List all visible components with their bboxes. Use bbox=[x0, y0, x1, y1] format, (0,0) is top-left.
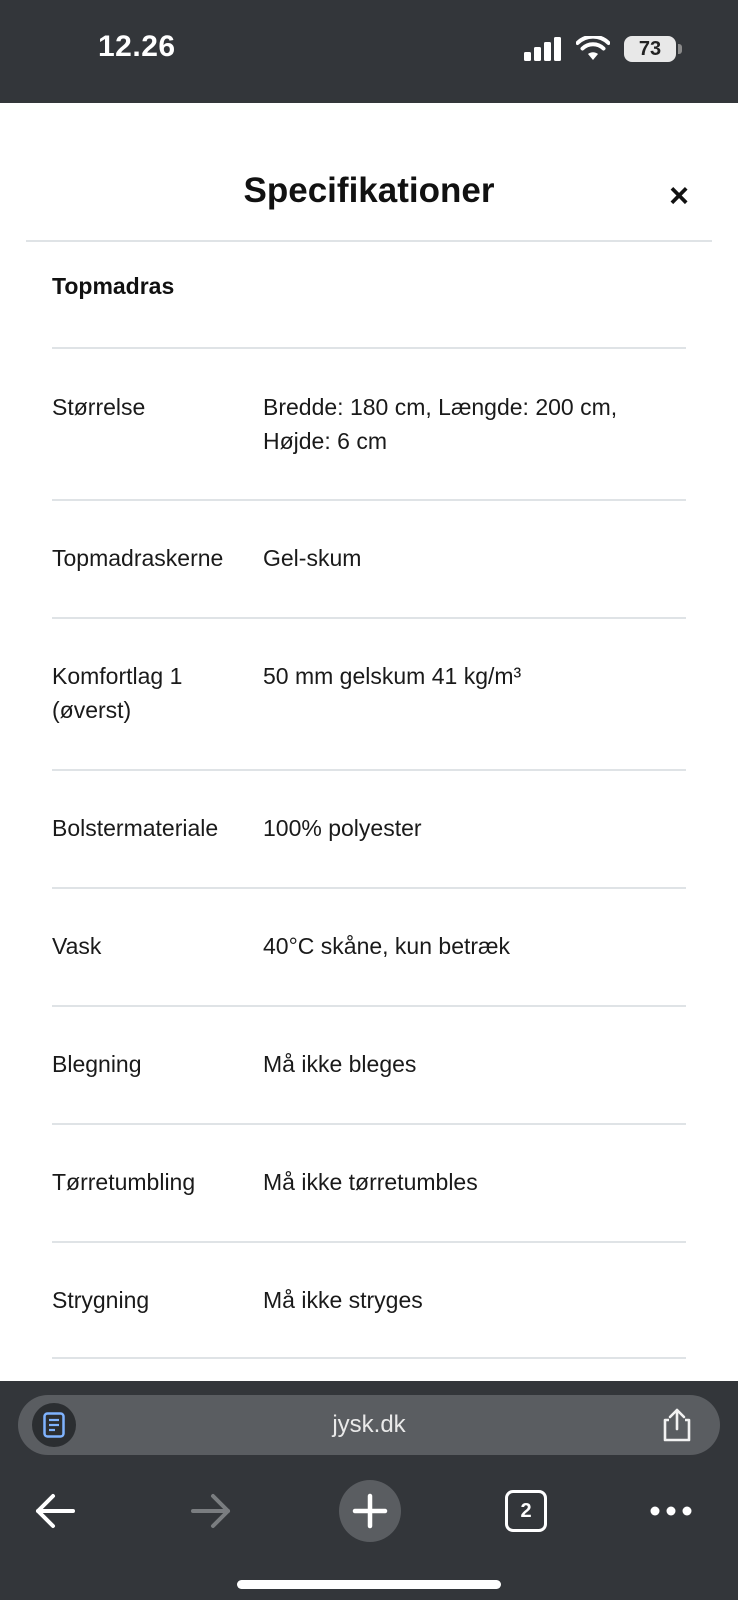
forward-icon bbox=[190, 1493, 232, 1529]
spec-row-blegning bbox=[52, 1005, 686, 1123]
close-button[interactable]: × bbox=[669, 177, 689, 215]
spec-value: Bredde: 180 cm, Længde: 200 cm, Højde: 6 cm bbox=[263, 394, 618, 454]
forward-button[interactable] bbox=[186, 1471, 236, 1551]
home-indicator bbox=[237, 1580, 501, 1589]
spec-label: Tørretumbling bbox=[52, 1169, 196, 1195]
url-bar[interactable] bbox=[18, 1395, 720, 1455]
share-icon[interactable] bbox=[660, 1407, 694, 1443]
back-icon bbox=[34, 1493, 76, 1529]
sheet-title: Specifikationer bbox=[243, 171, 495, 210]
new-tab-button[interactable] bbox=[339, 1471, 401, 1551]
battery-level: 73 bbox=[638, 37, 662, 60]
spec-row-bolstermateriale bbox=[52, 769, 686, 887]
more-button[interactable] bbox=[648, 1471, 694, 1551]
more-icon bbox=[650, 1506, 692, 1516]
status-icons bbox=[524, 36, 676, 62]
spec-row-topmadraskerne bbox=[52, 499, 686, 617]
spec-value: Må ikke tørretumbles bbox=[263, 1169, 478, 1195]
new-tab-icon bbox=[339, 1480, 401, 1542]
spec-row-toerretumbling bbox=[52, 1123, 686, 1241]
spec-label: Vask bbox=[52, 933, 102, 959]
spec-row-strygning bbox=[52, 1241, 686, 1359]
spec-table bbox=[52, 347, 686, 1359]
spec-value: Gel-skum bbox=[263, 545, 362, 571]
spec-label: Komfortlag 1 (øverst) bbox=[52, 663, 183, 723]
wifi-icon bbox=[576, 36, 610, 62]
tabs-icon bbox=[505, 1490, 547, 1532]
status-bar bbox=[0, 0, 738, 103]
battery-icon bbox=[624, 36, 676, 62]
spec-label: Størrelse bbox=[52, 394, 146, 420]
cellular-signal-icon bbox=[524, 37, 562, 61]
spec-label: Topmadraskerne bbox=[52, 545, 224, 571]
spec-label: Bolstermateriale bbox=[52, 815, 219, 841]
tab-count: 2 bbox=[520, 1499, 532, 1522]
spec-label: Strygning bbox=[52, 1287, 150, 1313]
nav-row bbox=[0, 1471, 738, 1551]
spec-row-komfortlag bbox=[52, 617, 686, 769]
browser-toolbar bbox=[0, 1381, 738, 1600]
spec-value: Må ikke stryges bbox=[263, 1287, 423, 1313]
spec-value: 50 mm gelskum 41 kg/m³ bbox=[263, 663, 522, 689]
section-title: Topmadras bbox=[52, 273, 175, 299]
spec-row-vask bbox=[52, 887, 686, 1005]
url-text: jysk.dk bbox=[332, 1411, 406, 1438]
status-time: 12.26 bbox=[98, 30, 176, 63]
spec-value: Må ikke bleges bbox=[263, 1051, 417, 1077]
specifications-sheet bbox=[0, 103, 738, 1381]
spec-row-stoerrelse bbox=[52, 347, 686, 499]
back-button[interactable] bbox=[30, 1471, 80, 1551]
spec-value: 40°C skåne, kun betræk bbox=[263, 933, 510, 959]
spec-value: 100% polyester bbox=[263, 815, 422, 841]
sheet-header bbox=[26, 103, 712, 242]
tabs-button[interactable] bbox=[503, 1471, 549, 1551]
spec-label: Blegning bbox=[52, 1051, 142, 1077]
